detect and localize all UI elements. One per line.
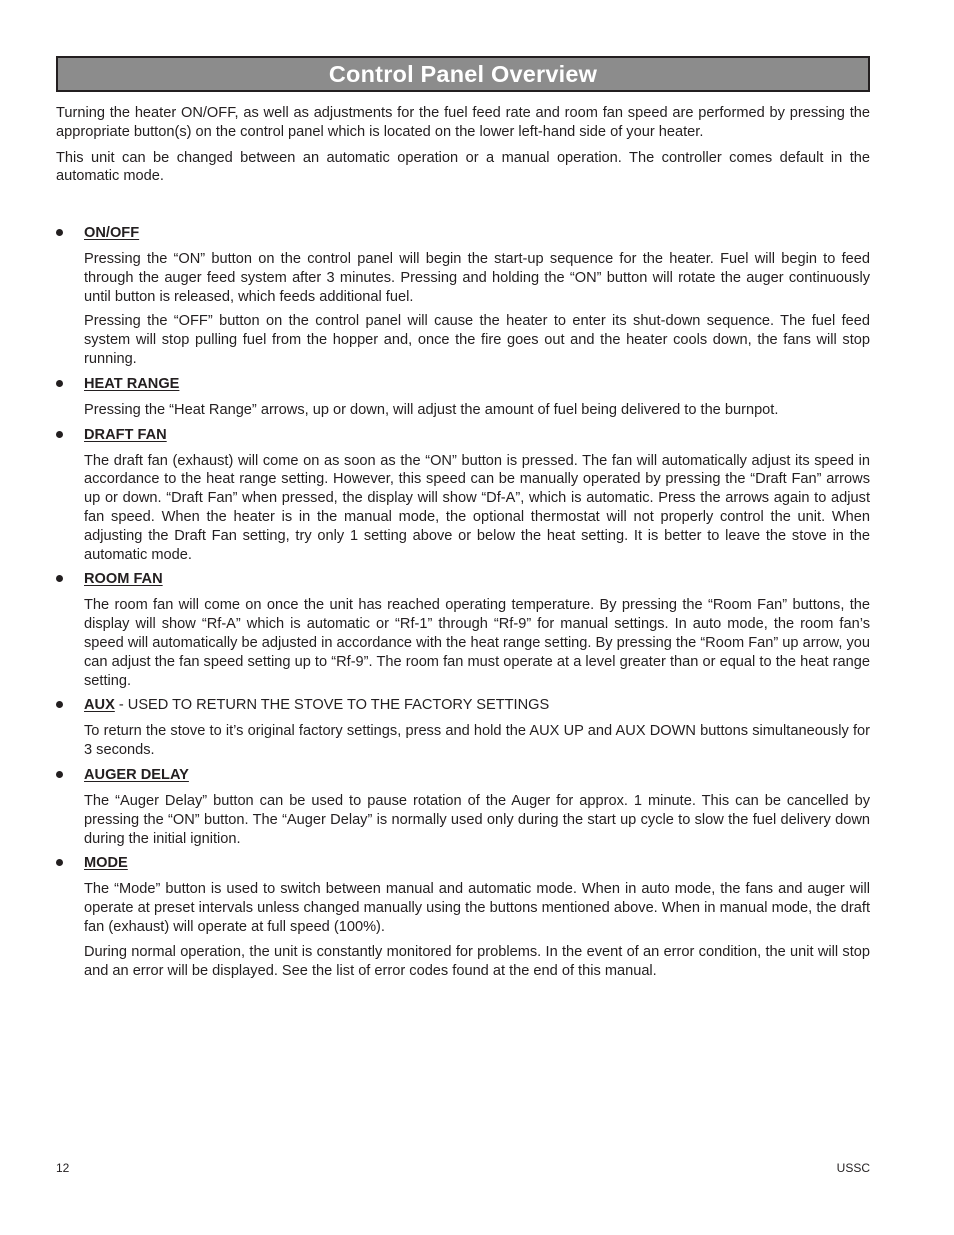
page-number: 12 xyxy=(56,1161,70,1175)
item-heading: DRAFT FAN xyxy=(84,426,167,443)
intro-paragraph: Turning the heater ON/OFF, as well as adjustments for the fuel feed rate and room fan speed are performed by pressing the appropriate button(s) on the control panel which is located on the lower left-hand side of your heater. xyxy=(56,105,870,140)
item-header xyxy=(84,696,870,716)
item-paragraph: To return the stove to it’s original factory settings, press and hold the AUX UP and AUX DOWN buttons simultaneously for 3 seconds. xyxy=(84,723,870,759)
bullet-icon xyxy=(56,380,63,387)
bullet-icon xyxy=(56,431,63,438)
footer-brand: USSC xyxy=(836,1161,870,1175)
item-header xyxy=(84,766,870,786)
title-banner xyxy=(56,56,870,92)
list-item-aux xyxy=(56,696,870,760)
item-heading: AUX xyxy=(84,697,115,714)
control-list xyxy=(56,224,870,980)
list-item-auger-delay xyxy=(56,766,870,848)
intro-section xyxy=(56,104,870,186)
item-header xyxy=(84,375,870,395)
item-paragraph: During normal operation, the unit is constantly monitored for problems. In the event of an error condition, the unit will stop and an error will be displayed. See the list of error codes found at the end of this manual. xyxy=(84,943,870,979)
item-heading: MODE xyxy=(84,855,128,872)
list-item-room-fan xyxy=(56,570,870,690)
item-heading-suffix: - USED TO RETURN THE STOVE TO THE FACTORY SETTINGS xyxy=(114,697,550,714)
bullet-icon xyxy=(56,859,63,866)
list-item-on-off xyxy=(56,224,870,369)
item-paragraph: The room fan will come on once the unit has reached operating temperature. By pressing the “Room Fan” buttons, the display will show “Rf-A” which is automatic or “Rf-1” through “Rf-9” for manual settings. In auto mode, the room fan’s speed will automatically be adjusted in accordance with the heat range setting. By pressing the “Room Fan” up arrow, you can adjust the fan speed setting up to “Rf-9”. The room fan must operate at a level greater than or equal to the heat range setting. xyxy=(84,597,870,689)
item-paragraph: Pressing the “OFF” button on the control panel will cause the heater to enter its shut-down sequence. The fuel feed system will stop pulling fuel from the hopper and, once the fire goes out and the heater cools down, the fans will stop running. xyxy=(84,313,870,367)
item-paragraph: Pressing the “Heat Range” arrows, up or down, will adjust the amount of fuel being delivered to the burnpot. xyxy=(84,401,779,418)
bullet-icon xyxy=(56,229,63,236)
item-header xyxy=(84,854,870,874)
item-paragraph: The “Mode” button is used to switch between manual and automatic mode. When in auto mode, the fans and auger will operate at preset intervals unless changed manually using the buttons mentioned above. When in manual mode, the draft fan (exhaust) will operate at full speed (100%). xyxy=(84,881,870,935)
item-heading: ON/OFF xyxy=(84,225,140,241)
page-title: Control Panel Overview xyxy=(328,60,598,87)
list-item-mode xyxy=(56,854,870,980)
bullet-icon xyxy=(56,575,63,582)
item-heading: AUGER DELAY xyxy=(84,766,189,783)
list-item-draft-fan xyxy=(56,426,870,565)
item-header xyxy=(84,426,870,446)
bullet-icon xyxy=(56,701,63,708)
item-paragraph: The draft fan (exhaust) will come on as soon as the “ON” button is pressed. The fan will automatically adjust its speed in accordance to the heat range setting. However, this speed can be manually operated by pressing the “Draft Fan” arrows up or down. “Draft Fan” when pressed, the display will show “Df-A”, which is automatic. Press the arrows again to adjust fan speed. When the heater is in the manual mode, the optional thermostat will not properly control the unit. When adjusting the Draft Fan setting, try only 1 setting above or below the heat setting. It is better to leave the stove in the automatic mode. xyxy=(84,452,870,563)
bullet-icon xyxy=(56,771,63,778)
item-heading: ROOM FAN xyxy=(84,571,163,588)
item-paragraph: The “Auger Delay” button can be used to pause rotation of the Auger for approx. 1 minute. This can be cancelled by pressing the “ON” button. The “Auger Delay” is normally used only during the start up cycle to slow the fuel delivery down during the initial ignition. xyxy=(84,792,870,847)
item-header xyxy=(84,570,870,590)
list-item-heat-range xyxy=(56,375,870,420)
item-paragraph: Pressing the “ON” button on the control panel will begin the start-up sequence for the heater. Fuel will begin to feed through the auger feed system after 3 minutes. Pressing and holding the “ON” button will rotate the auger continuously until button is released, which feeds additional fuel. xyxy=(84,251,870,305)
item-heading: HEAT RANGE xyxy=(84,375,180,392)
item-header xyxy=(84,224,870,244)
intro-paragraph: This unit can be changed between an automatic operation or a manual operation. The controller comes default in the automatic mode. xyxy=(56,149,870,185)
